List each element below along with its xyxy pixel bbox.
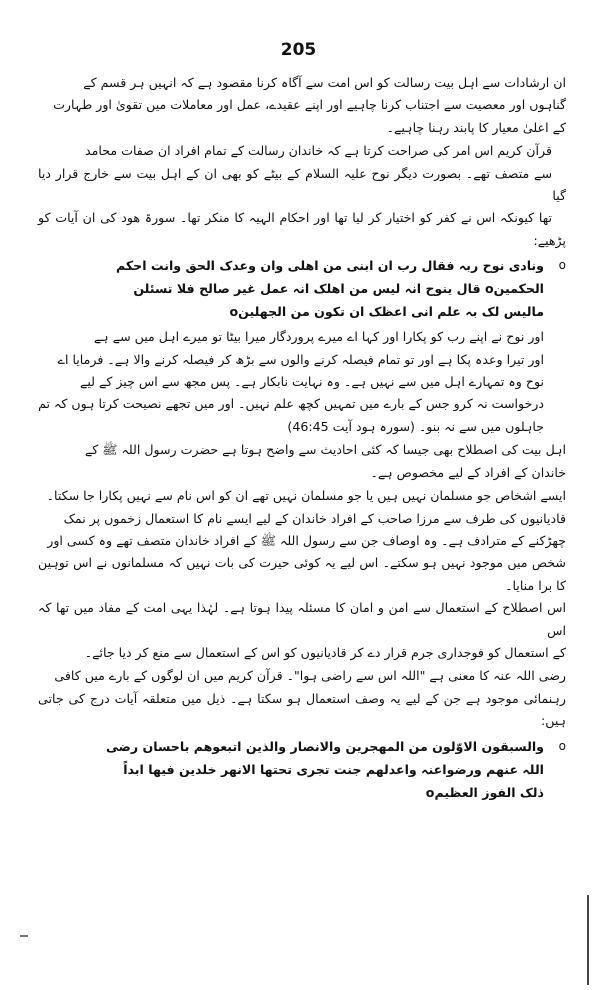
paragraph bbox=[38, 665, 566, 732]
verse-bullet-icon: o bbox=[558, 258, 566, 273]
paragraph bbox=[38, 140, 566, 252]
paragraph bbox=[38, 485, 566, 664]
text-line: کے استعمال کو فوجداری جرم قرار دے کر قادیانیوں کو اس کے استعمال سے منع کر دیا جائے۔ bbox=[84, 644, 566, 660]
text-line: جاہلوں میں سے نہ بنو۔ (سورہ ہود آیت 46:45) bbox=[287, 418, 544, 434]
text-line: قادیانیوں کی طرف سے مرزا صاحب کے افراد خاندان کے لیے ایسے نام کا استعمال زخموں پر نمک bbox=[63, 510, 566, 526]
text-line: چھڑکنے کے مترادف ہے۔ وہ اوصاف جن سے رسول اللہ ﷺ کے افراد خاندان متصف تھے وہ کسی اور bbox=[47, 532, 566, 548]
text-line: ونادی نوح ربہ فقال رب ان ابنی من اھلی وان وعدک الحق وانت احکم bbox=[115, 258, 544, 274]
text-line: اور تیرا وعدہ پکا ہے اور تو تمام فیصلہ کرنے والوں سے بڑھ کر فیصلہ کرنے والا ہے۔ فرمایا اے bbox=[57, 351, 544, 367]
text-line: اللہ عنھم ورضواعنہ واعدلھم جنت تجری تحتھا الانھر خلدین فیھا ابداً bbox=[123, 761, 544, 777]
text-line: اور نوح نے اپنے رب کو پکارا اور کہا اے میرے پروردگار میرا بیٹا تو میرے اہل میں سے ہے bbox=[93, 329, 544, 345]
verse-translation bbox=[38, 326, 566, 438]
text-line: نوح وہ تمہارے اہل میں سے نہیں ہے۔ وہ نہایت نابکار ہے۔ پس مجھ سے اس چیز کے لیے bbox=[79, 374, 544, 390]
verse-bullet-icon: o bbox=[558, 738, 566, 753]
text-line: مالیس لک بہ علم انی اعظک ان تکون من الجھلینo bbox=[229, 304, 544, 320]
text-line: رہنمائی موجود ہے جن کے لیے یہ وصف استعمال ہو سکتا ہے۔ ذیل میں متعلقہ آیات درج کی جاتی ہیں: bbox=[38, 690, 566, 729]
text-line: ایسے اشخاص جو مسلمان نہیں ہیں یا جو مسلمان نہیں تھے ان کو اس نام سے نہیں پکارا جا سکتا۔ bbox=[46, 488, 566, 504]
text-line: اہل بیت کی اصطلاح بھی جیسا کہ کئی احادیث سے واضح ہوتا ہے حضرت رسول اللہ ﷺ کے bbox=[84, 442, 566, 458]
paragraph bbox=[38, 439, 566, 484]
text-line: اس اصطلاح کے استعمال سے امن و امان کا مسئلہ پیدا ہوتا ہے۔ لہٰذا یہی امت کے مفاد میں تھا کہ اس bbox=[38, 600, 566, 638]
text-line: خاندان کے افراد کے لیے مخصوص ہے۔ bbox=[370, 464, 566, 480]
text-line: رضی اللہ عنہ کا معنی ہے "اللہ اس سے راضی ہوا"۔ قرآن کریم میں ان لوگوں کے بارے میں کافی bbox=[54, 668, 566, 684]
quran-verse-block bbox=[38, 735, 566, 804]
margin-line bbox=[587, 895, 589, 985]
text-line: گناہوں اور معصیت سے اجتناب کرنا چاہیے اور اپنے عقیدے، عمل اور معاملات میں تقویٰ اور طہارت bbox=[53, 97, 566, 113]
text-line: تھا کیونکہ اس نے کفر کو اختیار کر لیا تھا اور احکام الہیہ کا منکر تھا۔ سورۃ ھود کی ان آیات کو پڑھیے: bbox=[38, 210, 566, 248]
text-line: درخواست نہ کرو جس کے بارے میں تمہیں کچھ علم نہیں۔ اور میں تجھے نصیحت کرتا ہوں کہ تم bbox=[38, 396, 544, 412]
page-number: 205 bbox=[280, 40, 317, 60]
text-line: والسبقون الاوّلون من المھجرین والانصار والذین اتبعوھم باحسان رضی bbox=[105, 738, 544, 754]
text-line: سے متصف تھے۔ بصورت دیگر نوح علیہ السلام کے بیٹے کو بھی ان کے اہل بیت سے خارج قرار دیا گیا bbox=[38, 165, 566, 204]
text-line: کے اعلیٰ معیار کا پابند رہنا چاہیے۔ bbox=[386, 119, 566, 135]
quran-verse-block bbox=[38, 254, 566, 323]
margin-mark bbox=[20, 935, 28, 937]
text-line: ذلک الفوز العظیمo bbox=[425, 784, 544, 800]
text-line: قرآن کریم اس امر کی صراحت کرتا ہے کہ خاندان رسالت کے تمام افراد ان صفات محامد bbox=[85, 143, 552, 159]
text-line: ان ارشادات سے اہل بیت رسالت کو اس امت سے آگاہ کرنا مقصود ہے کہ انہیں ہر قسم کے bbox=[83, 75, 566, 90]
paragraph bbox=[38, 72, 566, 139]
text-line: شخص میں موجود نہیں ہو سکتے۔ اس لیے یہ کوئی حیرت کی بات نہیں کہ مسلمانوں نے اس توہین کا برا منایا۔ bbox=[38, 555, 566, 593]
text-line: الحکمینo قال ینوح انہ لیس من اھلک انہ عمل غیر صالح فلا تسئلن bbox=[133, 281, 544, 297]
page-body bbox=[38, 72, 566, 807]
